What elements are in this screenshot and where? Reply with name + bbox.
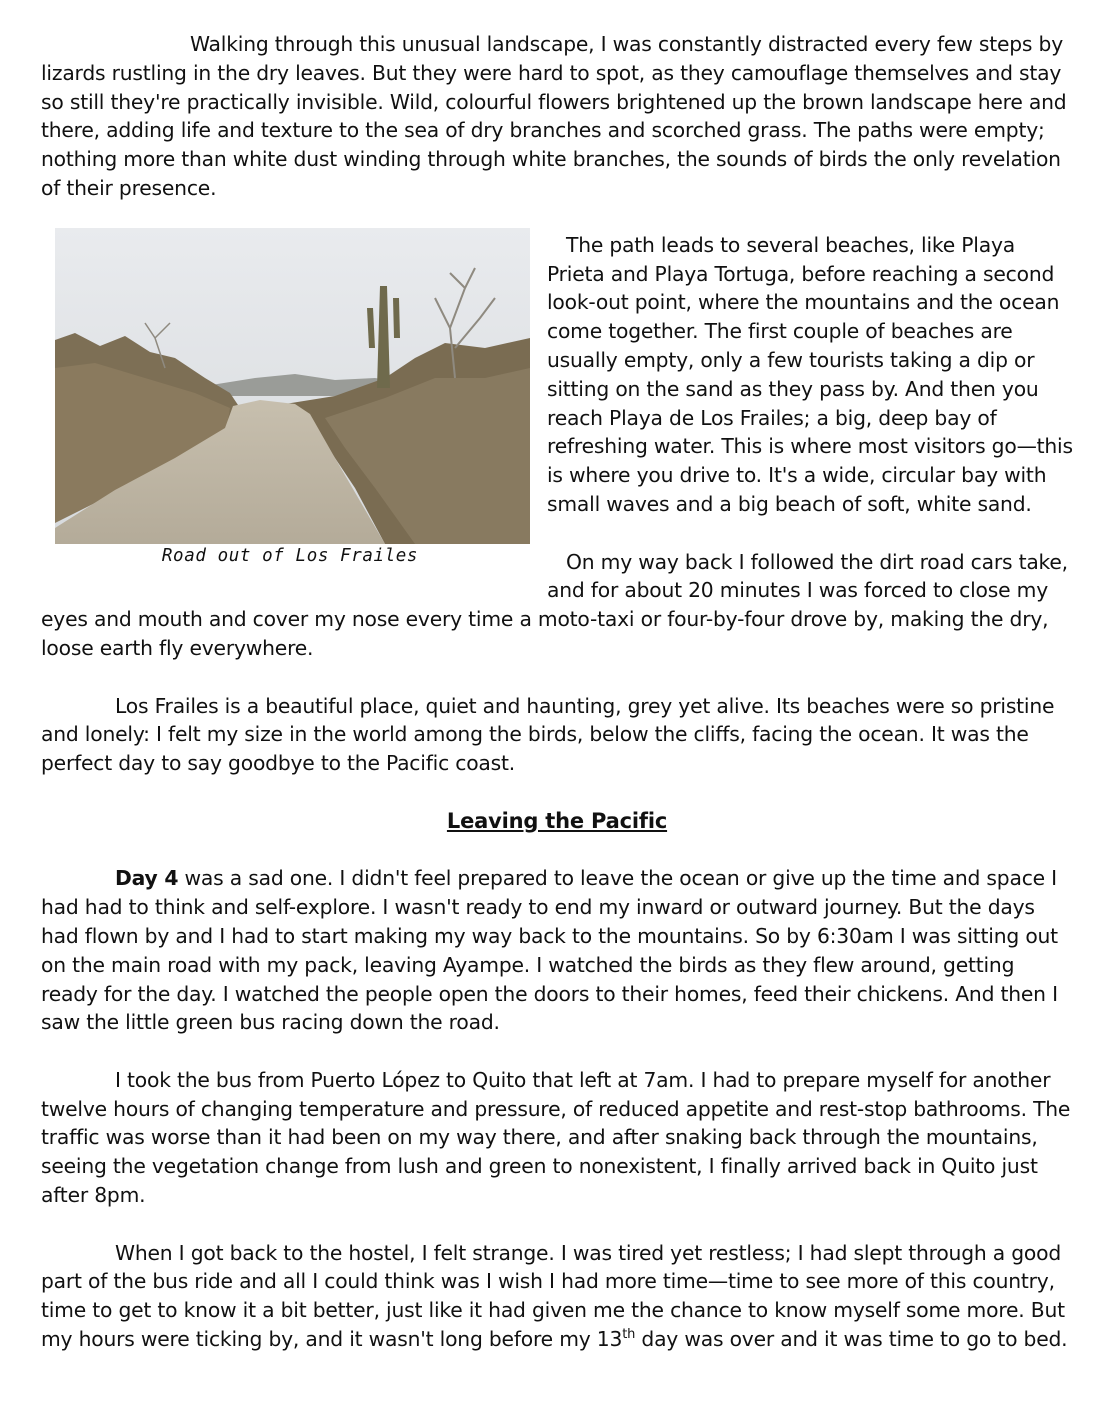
paragraph-los-frailes: Los Frailes is a beautiful place, quiet and haunting, grey yet alive. Its beaches were so pristine and lonely: I felt my size in the world among the birds, below the cliffs, facing the ocean. It was the perfect day to say goodbye to the Pacific coast. — [41, 693, 1055, 776]
spacer — [41, 1210, 1073, 1239]
paragraph-day-4 — [41, 864, 1073, 1037]
road-photo — [55, 228, 530, 544]
paragraph-beaches-text: The path leads to several beaches, like Playa Prieta and Playa Tortuga, before reaching a second look-out point, where the mountains and the ocean come together. The first couple of beaches are usually empty, only a few tourists taking a dip or sitting on the sand as they pass by. And then you reach Playa de Los Frailes; a big, deep bay of refreshing water. This is where most visitors go—this is where you drive to. It's a wide, circular bay with small waves and a big beach of soft, white sand. — [547, 232, 1073, 516]
spacer — [41, 663, 1073, 692]
document-page — [41, 30, 1073, 1354]
paragraph-bus: I took the bus from Puerto López to Quito that left at 7am. I had to prepare myself for another twelve hours of changing temperature and pressure, of reduced appetite and rest-stop bathrooms. The traffic was worse than it had been on my way there, and after snaking back through the mountains, seeing the vegetation change from lush and green to nonexistent, I finally arrived back in Quito just after 8pm. — [41, 1067, 1071, 1208]
spacer — [41, 1037, 1073, 1066]
spacer — [41, 778, 1073, 807]
ordinal-suffix: th — [622, 1327, 636, 1343]
paragraph-hostel-text-a: When I got back to the hostel, I felt strange. I was tired yet restless; I had slept through a good part of the bus ride and all I could think was I wish I had more time—time to see more of this country, time to get to know it a bit better, just like it had given me the chance to know myself some more. But my hours were ticking by, and it wasn't long before my 13 — [41, 1240, 1065, 1352]
paragraph-hostel — [41, 1239, 1073, 1354]
photo-caption: Road out of Los Frailes — [161, 545, 419, 566]
spacer — [41, 836, 1073, 865]
paragraph-day-4-text: was a sad one. I didn't feel prepared to leave the ocean or give up the time and space I had had to think and self-explore. I wasn't ready to end my inward or outward journey. But the days had flown by and I had to start making my way back to the mountains. So by 6:30am I was sitting out on the main road with my pack, leaving Ayampe. I watched the birds as they flew around, getting ready for the day. I watched the people open the doors to their homes, feed their chickens. And then I saw the little green bus racing down the road. — [41, 866, 1058, 1035]
paragraph-way-back-text: On my way back I followed the dirt road cars take, and for about 20 minutes I was forced to close my eyes and mouth and cover my nose every time a moto-taxi or four-by-four drove by, making the dry, loose earth fly everywhere. — [41, 549, 1068, 660]
section-heading: Leaving the Pacific — [446, 808, 668, 833]
photo-figure — [41, 226, 539, 582]
road-photo-image — [55, 228, 530, 544]
paragraph-landscape: Walking through this unusual landscape, I was constantly distracted every few steps by lizards rustling in the dry leaves. But they were hard to spot, as they camouflage themselves and stay so still they're practically invisible. Wild, colourful flowers brightened up the brown landscape here and there, adding life and texture to the sea of dry branches and scorched grass. The paths were empty; nothing more than white dust winding through white branches, the sounds of birds the only revelation of their presence. — [41, 32, 1067, 200]
day-label: Day 4 — [115, 866, 179, 891]
paragraph-hostel-text-b: day was over and it was time to go to bed. — [635, 1327, 1068, 1352]
